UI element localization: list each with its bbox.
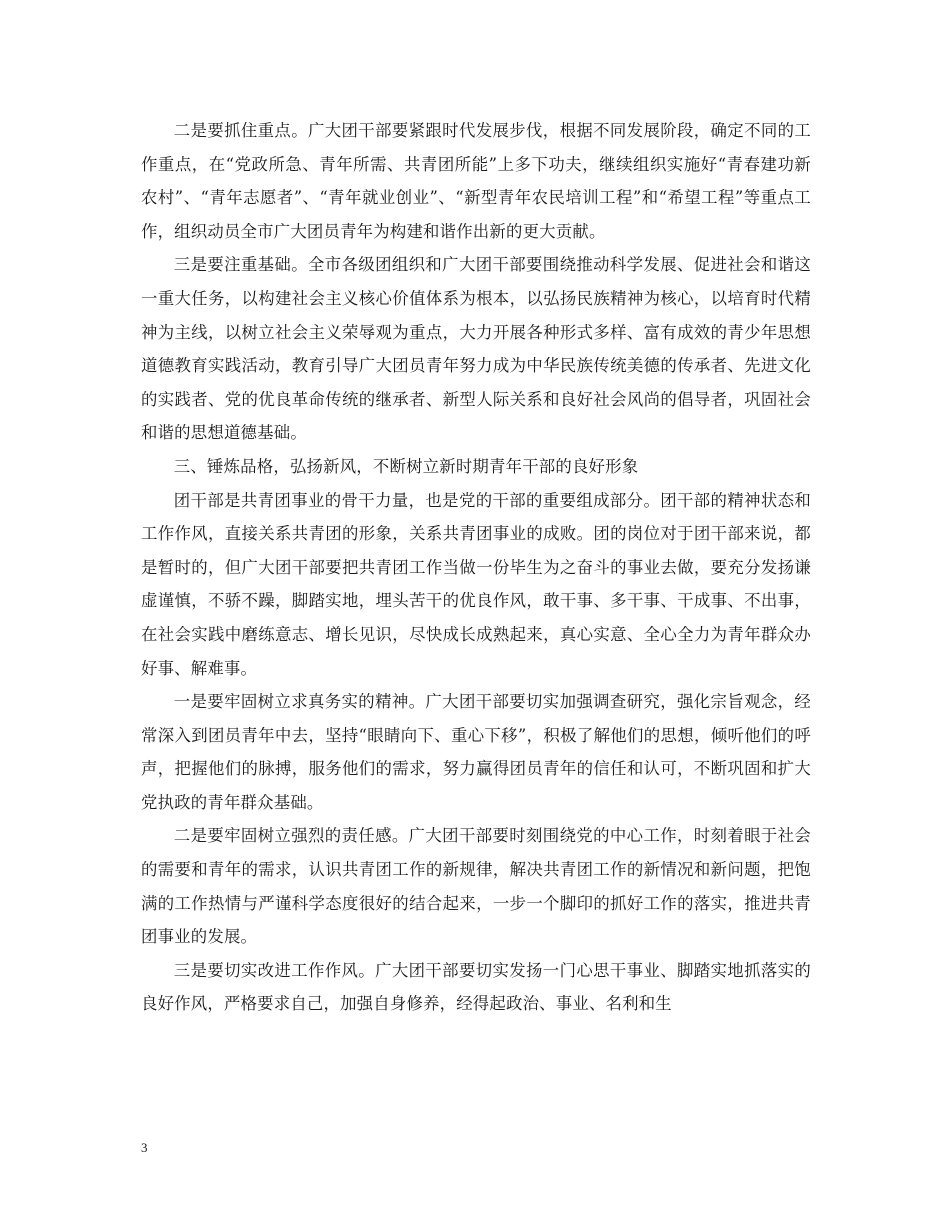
paragraph-focus-priorities: 二是要抓住重点。广大团干部要紧跟时代发展步伐，根据不同发展阶段，确定不同的工作重点，在“党政所急、青年所需、共青团所能”上多下功夫，继续组织实施好“青春建功新农村”、“青年志愿者”、“青年就业创业”、“新型青年农民培训工程”和“希望工程”等重点工作，组织动员全市广大团员青年为构建和谐作出新的更大贡献。 <box>141 121 811 241</box>
page-number: 3 <box>141 1140 148 1155</box>
section-heading-character: 三、锤炼品格，弘扬新风，不断树立新时期青年干部的良好形象 <box>173 456 639 476</box>
paragraph-foundation: 三是要注重基础。全市各级团组织和广大团干部要围绕推动科学发展、促进社会和谐这一重大任务，以构建社会主义核心价值体系为根本，以弘扬民族精神为核心，以培育时代精神为主线，以树立社会主义荣辱观为重点，大力开展各种形式多样、富有成效的青少年思想道德教育实践活动，教育引导广大团员青年努力成为中华民族传统美德的传承者、先进文化的实践者、党的优良革命传统的继承者、新型人际关系和良好社会风尚的倡导者，巩固社会和谐的思想道德基础。 <box>141 255 811 443</box>
paragraph-cadre-role: 团干部是共青团事业的骨干力量，也是党的干部的重要组成部分。团干部的精神状态和工作作风，直接关系共青团的形象，关系共青团事业的成败。团的岗位对于团干部来说，都是暂时的，但广大团干部要把共青团工作当做一份毕生为之奋斗的事业去做，要充分发扬谦虚谨慎，不骄不躁，脚踏实地，埋头苦干的优良作风，敢干事、多干事、干成事、不出事，在社会实践中磨练意志、增长见识，尽快成长成熟起来，真心实意、全心全力为青年群众办好事、解难事。 <box>141 490 811 678</box>
paragraph-pragmatic-spirit: 一是要牢固树立求真务实的精神。广大团干部要切实加强调查研究，强化宗旨观念，经常深入到团员青年中去，坚持“眼睛向下、重心下移”，积极了解他们的思想，倾听他们的呼声，把握他们的脉搏，服务他们的需求，努力赢得团员青年的信任和认可，不断巩固和扩大党执政的青年群众基础。 <box>141 692 811 812</box>
paragraph-responsibility: 二是要牢固树立强烈的责任感。广大团干部要时刻围绕党的中心工作，时刻着眼于社会的需要和青年的需求，认识共青团工作的新规律，解决共青团工作的新情况和新问题，把饱满的工作热情与严谨科学态度很好的结合起来，一步一个脚印的抓好工作的落实，推进共青团事业的发展。 <box>141 826 811 947</box>
document-body <box>141 114 811 1021</box>
paragraph-work-style: 三是要切实改进工作作风。广大团干部要切实发扬一门心思干事业、脚踏实地抓落实的良好作风，严格要求自己，加强自身修养，经得起政治、事业、名利和生 <box>141 960 811 1014</box>
